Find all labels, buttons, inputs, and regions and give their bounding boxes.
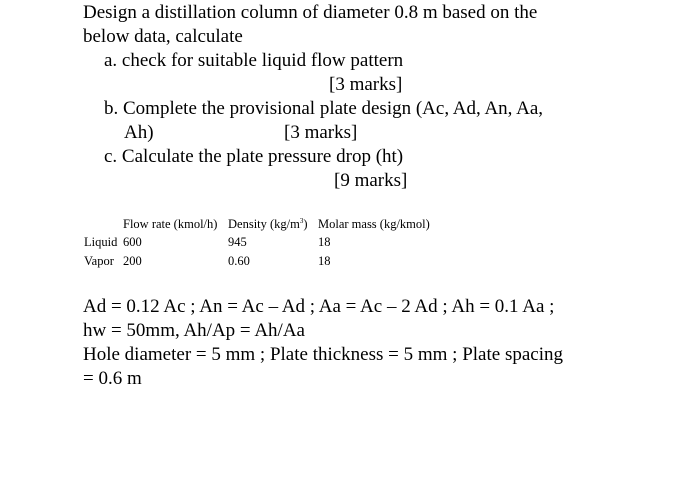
header-density (228, 216, 308, 232)
row-flow-rate: 600 (123, 235, 142, 249)
part-b-marks: [3 marks] (284, 122, 358, 143)
header-molar-mass: Molar mass (kg/kmol) (318, 217, 430, 231)
row-label: Liquid (84, 235, 118, 249)
relations-line-3: Hole diameter = 5 mm ; Plate thickness = 5 mm ; Plate spacing (83, 344, 563, 365)
relations-line-1: Ad = 0.12 Ac ; An = Ac – Ad ; Aa = Ac – 2 Ad ; Ah = 0.1 Aa ; (83, 296, 555, 317)
relations-line-4: = 0.6 m (83, 368, 142, 389)
header-density-exponent: 3 (299, 217, 304, 225)
part-b-text-line-2: Ah) (124, 122, 154, 143)
intro-line-2: below data, calculate (83, 26, 243, 47)
row-flow-rate: 200 (123, 254, 142, 268)
intro-line-1: Design a distillation column of diameter 0.8 m based on the (83, 2, 538, 23)
part-a-marks: [3 marks] (329, 74, 403, 95)
row-molar-mass: 18 (318, 254, 331, 268)
header-density-close: ) (303, 217, 308, 231)
row-molar-mass: 18 (318, 235, 331, 249)
row-density: 0.60 (228, 254, 250, 268)
row-density: 945 (228, 235, 247, 249)
header-flow-rate: Flow rate (kmol/h) (123, 217, 218, 231)
header-density-label: Density (kg/m (228, 217, 300, 231)
relations-line-2: hw = 50mm, Ah/Ap = Ah/Aa (83, 320, 305, 341)
part-c-marks: [9 marks] (334, 170, 408, 191)
part-c-text: c. Calculate the plate pressure drop (ht) (104, 146, 404, 167)
part-b-text-line-1: b. Complete the provisional plate design (Ac, Ad, An, Aa, (104, 98, 544, 119)
row-label: Vapor (84, 254, 114, 268)
part-a-text: a. check for suitable liquid flow pattern (104, 50, 404, 71)
